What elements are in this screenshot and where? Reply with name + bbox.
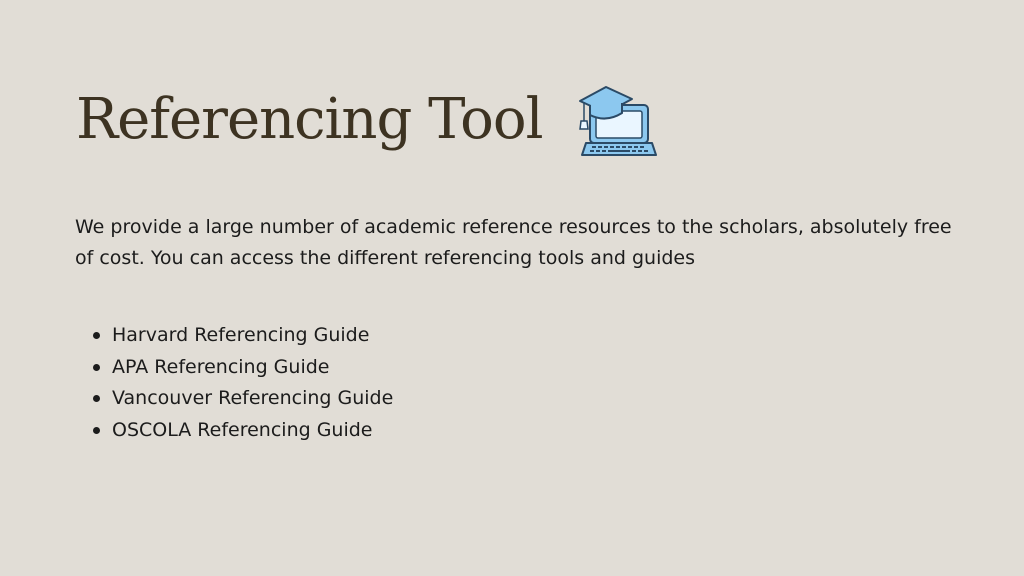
bullet-icon <box>93 332 100 339</box>
list-item <box>93 415 393 447</box>
guide-vancouver: Vancouver Referencing Guide <box>112 387 394 409</box>
list-item <box>93 320 393 352</box>
bullet-icon <box>93 395 100 402</box>
guide-oscola: OSCOLA Referencing Guide <box>112 418 373 441</box>
guide-harvard: Harvard Referencing Guide <box>112 324 370 346</box>
list-item <box>93 383 393 415</box>
title-row <box>76 80 658 160</box>
guide-apa: APA Referencing Guide <box>112 355 330 378</box>
graduation-cap-laptop-icon <box>576 81 658 159</box>
list-item <box>93 352 393 384</box>
bullet-icon <box>93 364 100 371</box>
guide-list <box>93 320 393 446</box>
page-title: Referencing Tool <box>76 87 543 152</box>
intro-paragraph: We provide a large number of academic reference resources to the scholars, absolutely free of cost. You can access the different referencing tools and guides <box>75 216 952 269</box>
bullet-icon <box>93 427 100 434</box>
